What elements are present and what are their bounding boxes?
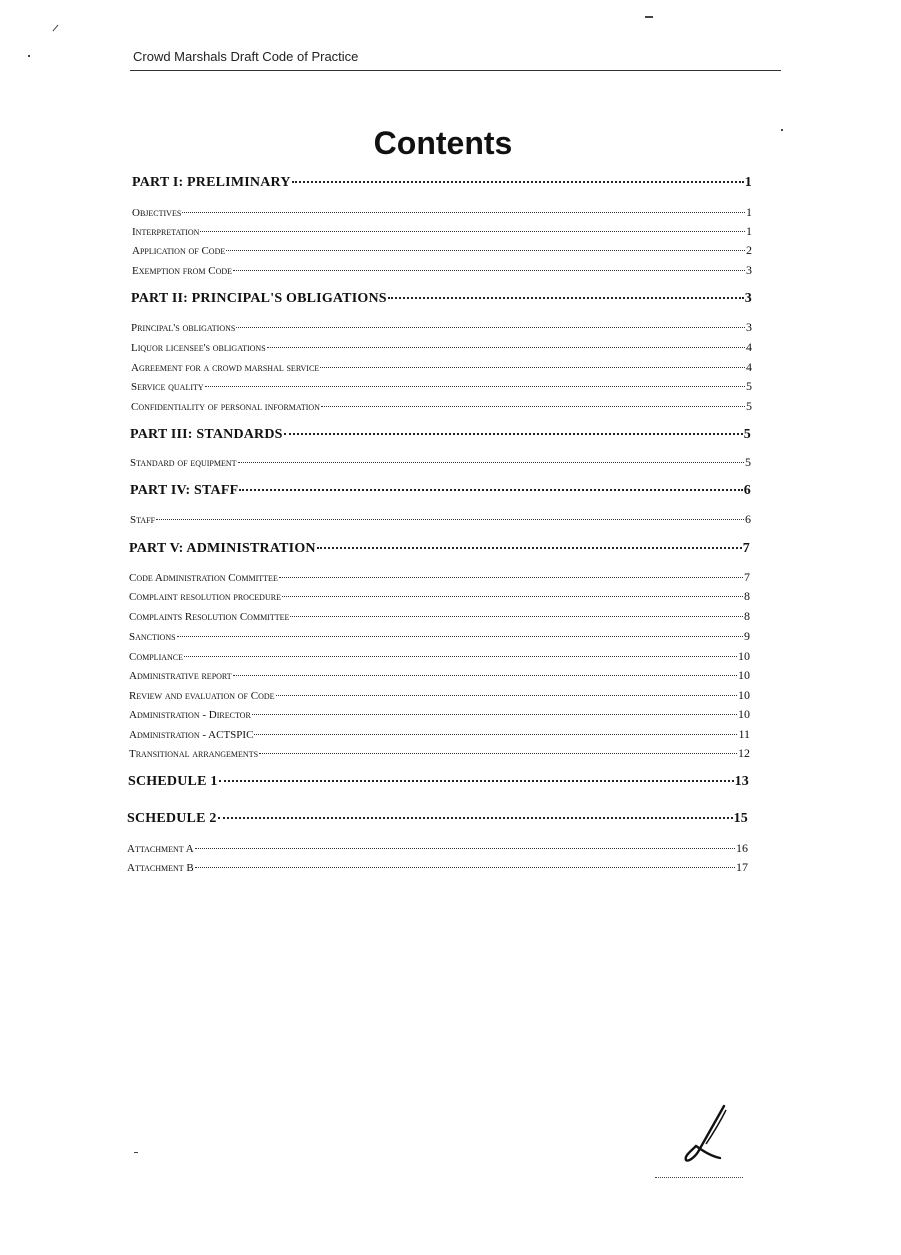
toc-entry-label: Administration - Director [129,709,251,721]
toc-entry-page: 1 [746,224,752,238]
toc-entry-page: 5 [743,427,751,442]
leader-dots [233,270,745,271]
leader-dots [267,347,745,348]
toc-entry [129,668,750,683]
toc-entry [131,399,752,414]
toc-entry-page: 3 [744,291,752,306]
toc-entry-page: 1 [744,175,752,190]
toc-entry [132,243,752,258]
leader-dots [219,780,734,782]
toc-entry-label: Agreement for a crowd marshal service [131,362,320,374]
leader-dots [184,656,737,657]
toc-entry [129,629,750,644]
toc-part-entry [130,483,751,499]
page-title: Contents [373,125,513,161]
toc-entry-page: 5 [746,399,752,413]
toc-entry-page: 3 [746,320,752,334]
toc-part-entry [130,427,751,443]
toc-entry-label: Code Administration Committee [129,572,278,584]
toc-entry-label: Principal's obligations [131,322,236,334]
toc-entry [129,649,750,664]
toc-entry-label: Complaints Resolution Committee [129,611,290,623]
toc-entry-label: Complaint resolution procedure [129,591,281,603]
toc-entry-page: 8 [744,589,750,603]
toc-entry-label: Review and evaluation of Code [129,690,275,702]
leader-dots [226,250,745,251]
toc-entry-label: PART V: ADMINISTRATION [129,541,316,556]
toc-part-entry [129,541,750,557]
toc-entry [129,707,750,722]
leader-dots [200,231,745,232]
toc-entry-page: 2 [746,243,752,257]
toc-entry-label: Liquor licensee's obligations [131,342,266,354]
leader-dots [239,489,742,491]
toc-entry-label: Interpretation [132,226,200,238]
toc-entry-label: Confidentiality of personal information [131,401,320,413]
leader-dots [182,212,745,213]
toc-entry [129,609,750,624]
leader-dots [254,734,737,735]
leader-dots [205,386,745,387]
scan-speck [781,129,783,131]
toc-entry-label: Application of Code [132,245,226,257]
leader-dots [156,519,744,520]
toc-entry-label: Administrative report [129,670,232,682]
toc-entry-label: SCHEDULE 2 [127,811,217,826]
leader-dots [279,577,743,578]
leader-dots [236,327,745,328]
toc-entry-label: Attachment A [127,843,194,855]
leader-dots [177,636,743,637]
toc-entry-page: 4 [746,360,752,374]
toc-entry-page: 7 [744,570,750,584]
leader-dots [320,367,745,368]
toc-entry [129,589,750,604]
toc-entry-page: 3 [746,263,752,277]
toc-entry [131,320,752,335]
toc-entry-page: 4 [746,340,752,354]
toc-entry-page: 16 [736,841,748,855]
leader-dots [195,867,735,868]
leader-dots [259,753,737,754]
toc-entry-label: Compliance [129,651,184,663]
toc-entry-label: Attachment B [127,862,194,874]
toc-entry [129,727,750,742]
leader-dots [238,462,744,463]
toc-entry-page: 10 [738,688,750,702]
leader-dots [218,817,733,819]
toc-entry-label: Administration - ACTSPIC [129,729,254,741]
leader-dots [195,848,735,849]
leader-dots [276,695,737,696]
toc-entry-label: Objectives [132,207,182,219]
toc-entry-label: PART III: STANDARDS [130,427,283,442]
toc-entry [131,340,752,355]
toc-entry-page: 8 [744,609,750,623]
toc-entry [132,205,752,220]
toc-entry-label: Service quality [131,381,204,393]
leader-dots [290,616,743,617]
toc-entry-label: Transitional arrangements [129,748,259,760]
signature-mark [676,1100,736,1175]
toc-entry-page: 10 [738,649,750,663]
toc-entry-page: 17 [736,860,748,874]
toc-entry-label: Exemption from Code [132,265,233,277]
toc-entry-label: SCHEDULE 1 [128,774,218,789]
leader-dots [282,596,743,597]
toc-entry-label: Sanctions [129,631,176,643]
toc-entry-page: 6 [745,512,751,526]
scan-speck [645,16,653,18]
toc-entry-page: 12 [738,746,750,760]
toc-entry-page: 6 [743,483,751,498]
toc-entry [131,360,752,375]
signature-line [655,1177,743,1178]
toc-entry [131,379,752,394]
toc-entry-page: 10 [738,668,750,682]
toc-entry-page: 7 [742,541,750,556]
leader-dots [317,547,742,549]
toc-entry-label: PART IV: STAFF [130,483,239,498]
toc-entry [129,688,750,703]
toc-entry-page: 13 [734,774,749,789]
toc-entry-page: 10 [738,707,750,721]
toc-entry-label: Staff [130,514,156,526]
toc-part-entry [128,774,749,790]
toc-entry [130,455,751,470]
toc-entry-label: PART II: PRINCIPAL'S OBLIGATIONS [131,291,387,306]
toc-entry [127,841,748,856]
leader-dots [233,675,737,676]
toc-entry-page: 11 [738,727,750,741]
toc-entry [129,570,750,585]
toc-entry-page: 5 [746,379,752,393]
scan-speck [134,1152,138,1153]
leader-dots [388,297,744,299]
leader-dots [321,406,745,407]
toc-part-entry [127,811,748,827]
toc-entry [132,224,752,239]
leader-dots [252,714,737,715]
toc-entry-page: 5 [745,455,751,469]
toc-entry [130,512,751,527]
scan-speck [28,55,30,57]
toc-entry-label: Standard of equipment [130,457,237,469]
running-header: Crowd Marshals Draft Code of Practice [133,49,359,64]
leader-dots [284,433,743,435]
leader-dots [292,181,744,183]
toc-entry [129,746,750,761]
toc-entry-page: 9 [744,629,750,643]
toc-part-entry [131,291,752,307]
toc-entry [127,860,748,875]
toc-entry-page: 1 [746,205,752,219]
toc-part-entry [132,175,752,191]
toc-entry-page: 15 [733,811,748,826]
toc-entry [132,263,752,278]
toc-entry-label: PART I: PRELIMINARY [132,175,291,190]
